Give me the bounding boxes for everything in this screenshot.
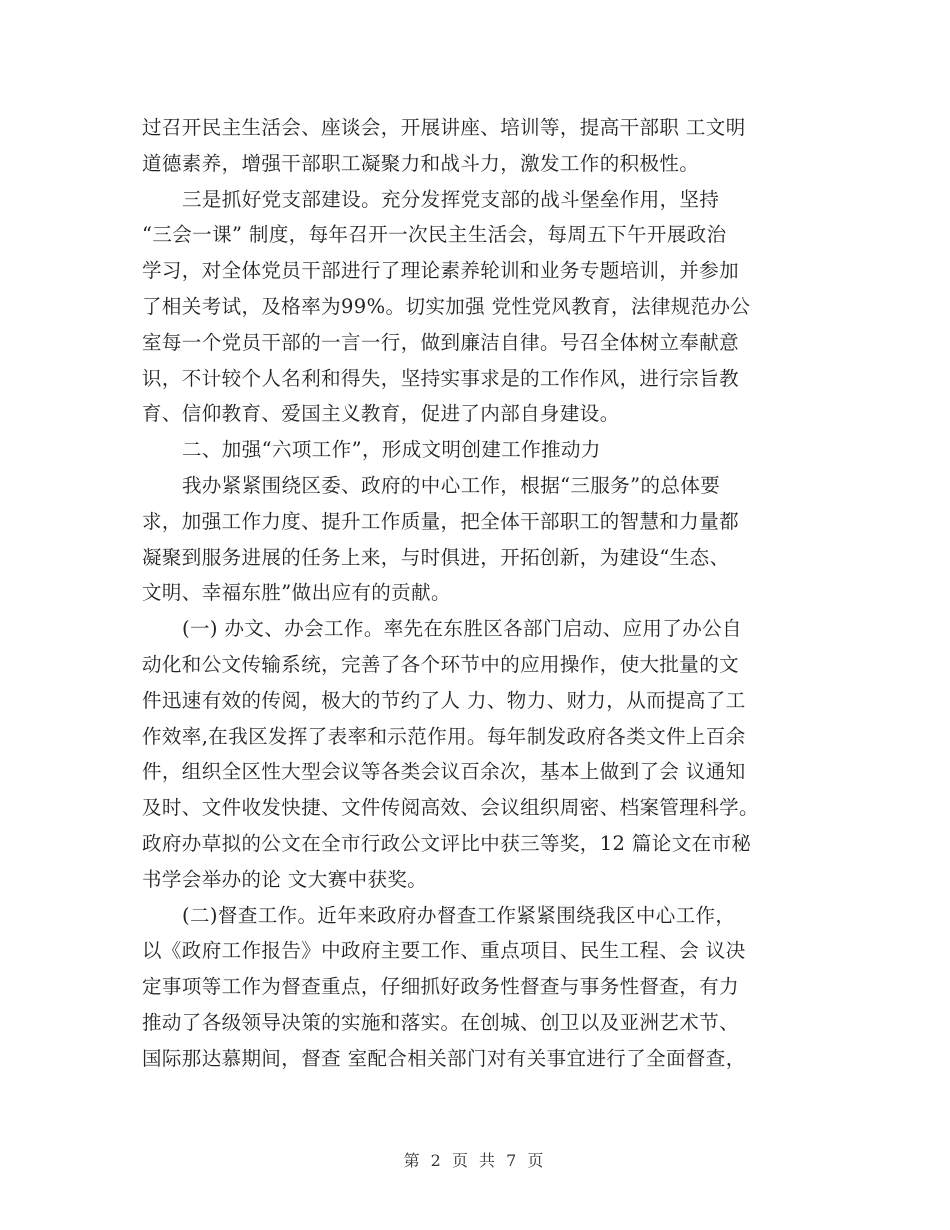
text-line: 件迅速有效的传阅，极大的节约了人 力、物力、财力，从而提高了工 xyxy=(142,688,746,712)
text-line: 求，加强工作力度、提升工作质量，把全体干部职工的智慧和力量都 xyxy=(142,509,740,533)
text-line: 识，不计较个人名利和得失，坚持实事求是的工作作风，进行宗旨教 xyxy=(142,366,740,390)
text-line: 育、信仰教育、爱国主义教育，促进了内部自身建设。 xyxy=(142,402,620,426)
text-line: (二)督查工作。近年来政府办督查工作紧紧围绕我区中心工作， xyxy=(182,903,736,927)
text-line: 作效率,在我区发挥了表率和示范作用。每年制发政府各类文件上百余 xyxy=(142,724,746,748)
text-line: 文明、幸福东胜”做出应有的贡献。 xyxy=(142,581,451,605)
text-line: 过召开民主生活会、座谈会，开展讲座、培训等，提高干部职 工文明 xyxy=(142,116,746,139)
text-line: 三是抓好党支部建设。充分发挥党支部的战斗堡垒作用，坚持 xyxy=(182,187,720,211)
text-line: 二、加强“六项工作”，形成文明创建工作推动力 xyxy=(182,438,601,462)
text-line: 凝聚到服务进展的任务上来，与时俱进，开拓创新，为建设“生态、 xyxy=(142,545,730,569)
text-line: 政府办草拟的公文在全市行政公文评比中获三等奖，12 篇论文在市秘 xyxy=(142,831,752,855)
text-line: 书学会举办的论 文大赛中获奖。 xyxy=(142,867,428,891)
text-line: 我办紧紧围绕区委、政府的中心工作，根据“三服务”的总体要 xyxy=(182,473,721,497)
text-line: 推动了各级领导决策的实施和落实。在创城、创卫以及亚洲艺术节、 xyxy=(142,1010,740,1034)
page-footer: 第 2 页 共 7 页 xyxy=(403,1151,547,1170)
text-line: (一) 办文、办会工作。率先在东胜区各部门启动、应用了办公自 xyxy=(182,617,742,641)
text-line: “三会一课” 制度，每年召开一次民主生活会，每周五下午开展政治 xyxy=(142,223,727,247)
text-line: 及时、文件收发快捷、文件传阅高效、会议组织周密、档案管理科学。 xyxy=(142,796,759,820)
text-line: 动化和公文传输系统，完善了各个环节中的应用操作，使大批量的文 xyxy=(142,652,740,676)
text-line: 道德素养，增强干部职工凝聚力和战斗力，激发工作的积极性。 xyxy=(142,151,700,175)
text-line: 定事项等工作为督查重点，仔细抓好政务性督查与事务性督查，有力 xyxy=(142,975,740,999)
text-line: 了相关考试，及格率为99%。切实加强 党性党风教育，法律规范办公 xyxy=(142,294,751,318)
text-line: 以《政府工作报告》中政府主要工作、重点项目、民生工程、会 议决 xyxy=(142,939,746,963)
text-line: 室每一个党员干部的一言一行，做到廉洁自律。号召全体树立奉献意 xyxy=(142,330,740,354)
text-line: 件，组织全区性大型会议等各类会议百余次，基本上做到了会 议通知 xyxy=(142,760,746,784)
document-body xyxy=(142,110,812,1077)
text-line: 学习，对全体党员干部进行了理论素养轮训和业务专题培训，并参加 xyxy=(142,259,740,283)
text-line: 国际那达慕期间，督查 室配合相关部门对有关事宜进行了全面督查， xyxy=(142,1046,746,1070)
